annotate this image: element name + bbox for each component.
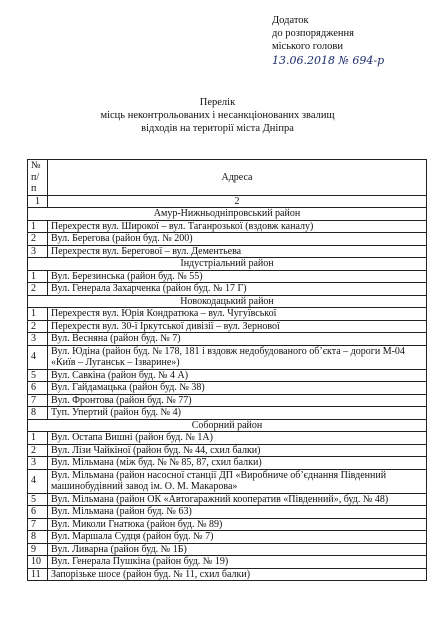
- column-number-1: 1: [28, 195, 48, 208]
- row-number: 1: [28, 220, 48, 233]
- header-address: Адреса: [48, 160, 427, 196]
- row-address: Вул. Березинська (район буд. № 55): [48, 270, 427, 283]
- district-header-row: [28, 208, 427, 221]
- table-row: [28, 233, 427, 246]
- row-number: 7: [28, 394, 48, 407]
- row-number: 3: [28, 245, 48, 258]
- row-number: 10: [28, 556, 48, 569]
- table-row: [28, 345, 427, 369]
- table-row: [28, 308, 427, 321]
- row-address: Вул. Мільмана (район буд. № 63): [48, 506, 427, 519]
- row-address: Перехрестя вул. Юрія Кондратюка – вул. Чугуївської: [48, 308, 427, 321]
- row-number: 3: [28, 457, 48, 470]
- row-number: 2: [28, 444, 48, 457]
- row-address: Вул. Генерала Пушкіна (район буд. № 19): [48, 556, 427, 569]
- table-row: [28, 518, 427, 531]
- district-header-row: [28, 295, 427, 308]
- table-row: [28, 556, 427, 569]
- row-number: 4: [28, 469, 48, 493]
- appendix-mayor: міського голови: [272, 41, 343, 52]
- row-number: 5: [28, 493, 48, 506]
- row-address: Вул. Гайдамацька (район буд. № 38): [48, 382, 427, 395]
- appendix-to-decree: до розпорядження: [272, 28, 355, 39]
- title-line-3: відходів на території міста Дніпра: [141, 123, 294, 134]
- title-line-2: місць неконтрольованих і несанкціонованих звалищ: [100, 110, 335, 121]
- appendix-header: [272, 14, 384, 67]
- table-row: [28, 394, 427, 407]
- document-title: [0, 96, 435, 135]
- table-row: [28, 333, 427, 346]
- table-row: [28, 457, 427, 470]
- row-address: Вул. Юдіна (район буд. № 178, 181 і вздовж недобудованого об’єкта – дороги М-04 «Київ – Луганськ – Ізварине»): [48, 345, 427, 369]
- row-address: Вул. Савкіна (район буд. № 4 А): [48, 369, 427, 382]
- table-row: [28, 245, 427, 258]
- table-row: [28, 469, 427, 493]
- district-header-row: [28, 258, 427, 271]
- row-address: Перехрестя вул. 30-ї Іркутської дивізії – вул. Зернової: [48, 320, 427, 333]
- row-address: Перехрестя вул. Широкої – вул. Таганрозької (вздовж каналу): [48, 220, 427, 233]
- row-number: 4: [28, 345, 48, 369]
- table-row: [28, 543, 427, 556]
- row-address: Вул. Фронтова (район буд. № 77): [48, 394, 427, 407]
- table-row: [28, 407, 427, 420]
- table-row: [28, 382, 427, 395]
- row-address: Вул. Остапа Вишні (район буд. № 1А): [48, 432, 427, 445]
- table-row: [28, 506, 427, 519]
- row-number: 5: [28, 369, 48, 382]
- table-row: [28, 444, 427, 457]
- row-address: Вул. Мільмана (між буд. № № 85, 87, схил балки): [48, 457, 427, 470]
- district-name: Індустріальний район: [28, 258, 427, 271]
- district-name: Амур-Нижньодніпровський район: [28, 208, 427, 221]
- title-line-1: Перелік: [199, 97, 236, 108]
- row-address: Вул. Мільмана (район насосної станції ДП «Виробниче об’єднання Південний машинобудівний завод ім. О. М. Макарова»: [48, 469, 427, 493]
- row-address: Вул. Ливарна (район буд. № 1Б): [48, 543, 427, 556]
- decree-date-number: 13.06.2018 № 694-р: [272, 54, 385, 67]
- row-number: 8: [28, 531, 48, 544]
- column-number-2: 2: [48, 195, 427, 208]
- row-number: 1: [28, 308, 48, 321]
- district-name: Соборний район: [28, 419, 427, 432]
- row-address: Вул. Лізи Чайкіної (район буд. № 44, схил балки): [48, 444, 427, 457]
- appendix-label: Додаток: [272, 15, 309, 26]
- district-header-row: [28, 419, 427, 432]
- row-number: 2: [28, 320, 48, 333]
- row-number: 2: [28, 233, 48, 246]
- row-address: Туп. Упертий (район буд. № 4): [48, 407, 427, 420]
- row-address: Вул. Генерала Захарченка (район буд. № 17 Г): [48, 283, 427, 296]
- table-row: [28, 432, 427, 445]
- row-number: 11: [28, 568, 48, 581]
- row-address: Запорізьке шосе (район буд. № 11, схил балки): [48, 568, 427, 581]
- header-number: № п/п: [28, 160, 48, 196]
- row-number: 2: [28, 283, 48, 296]
- row-number: 6: [28, 382, 48, 395]
- district-name: Новокодацький район: [28, 295, 427, 308]
- row-number: 7: [28, 518, 48, 531]
- table-row: [28, 220, 427, 233]
- row-address: Вул. Маршала Судця (район буд. № 7): [48, 531, 427, 544]
- column-number-row: [28, 195, 427, 208]
- row-number: 3: [28, 333, 48, 346]
- row-address: Перехрестя вул. Берегової – вул. Дементьева: [48, 245, 427, 258]
- row-address: Вул. Мільмана (район ОК «Автогаражний кооператив «Південний», буд. № 48): [48, 493, 427, 506]
- row-address: Вул. Берегова (район буд. № 200): [48, 233, 427, 246]
- table-row: [28, 283, 427, 296]
- table-row: [28, 320, 427, 333]
- row-number: 1: [28, 270, 48, 283]
- row-address: Вул. Весняна (район буд. № 7): [48, 333, 427, 346]
- row-number: 8: [28, 407, 48, 420]
- table-row: [28, 531, 427, 544]
- table-row: [28, 270, 427, 283]
- table-row: [28, 568, 427, 581]
- table-header-row: [28, 160, 427, 196]
- row-number: 6: [28, 506, 48, 519]
- row-number: 1: [28, 432, 48, 445]
- dumpsites-table: [27, 159, 427, 581]
- table-row: [28, 493, 427, 506]
- row-address: Вул. Миколи Гнатюка (район буд. № 89): [48, 518, 427, 531]
- table-row: [28, 369, 427, 382]
- row-number: 9: [28, 543, 48, 556]
